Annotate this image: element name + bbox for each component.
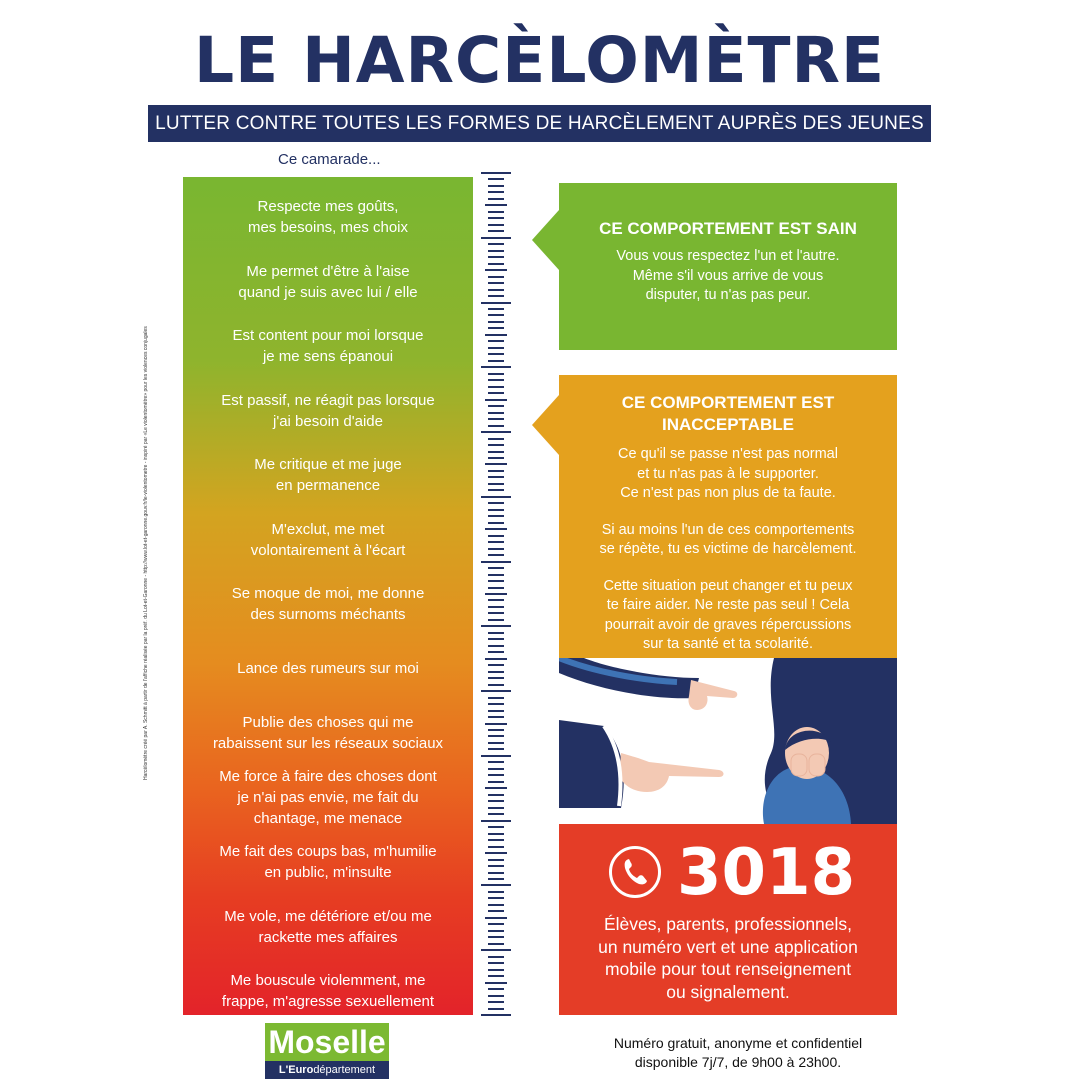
ruler-tick <box>488 470 504 472</box>
behavior-item <box>183 895 473 959</box>
ruler-tick <box>488 677 504 679</box>
ruler-tick <box>488 340 504 342</box>
ruler-tick <box>485 334 507 336</box>
ruler-tick <box>488 735 504 737</box>
behavior-text: Me permet d'être à l'aise quand je suis avec lui / elle <box>238 263 418 301</box>
ruler-tick <box>488 995 504 997</box>
ruler-tick <box>488 878 504 880</box>
ruler-tick <box>488 574 504 576</box>
healthy-text: Vous vous respectez l'un et l'autre. Même s'il vous arrive de vous disputer, tu n'as pas peur. <box>616 248 840 303</box>
intro-label: Ce camarade... <box>278 151 381 168</box>
ruler-tick <box>488 250 504 252</box>
phone-handset-icon <box>612 849 658 895</box>
ruler-tick <box>485 593 507 595</box>
ruler-tick <box>488 347 504 349</box>
ruler-tick <box>488 392 504 394</box>
unacceptable-heading-line2: INACCEPTABLE <box>662 415 794 434</box>
ruler-tick <box>488 839 504 841</box>
credit-text: Harcèlomètre créé par A. Schmitt à partir de l'affiche réalisée par la préf. du Lot-et-Garonne - http://www.lot-et-garonne.gouv.fr/le-violentometre - inspiré par «Le violentomètre» pour les violences conjugales <box>143 326 149 780</box>
page-title: LE HARCÈLOMÈTRE <box>193 24 886 97</box>
ruler-tick <box>488 438 504 440</box>
ruler-tick <box>488 800 504 802</box>
ruler-tick <box>488 522 504 524</box>
ruler-tick <box>488 412 504 414</box>
ruler-tick <box>488 509 504 511</box>
ruler-tick <box>488 457 504 459</box>
behavior-item <box>183 701 473 765</box>
ruler-tick <box>488 405 504 407</box>
behavior-text: Lance des rumeurs sur moi <box>237 659 419 677</box>
ruler-tick <box>488 923 504 925</box>
ruler-tick <box>488 606 504 608</box>
ruler-tick <box>488 178 504 180</box>
harcelometre-gauge <box>183 177 473 1015</box>
ruler-tick <box>488 256 504 258</box>
ruler-tick <box>485 723 507 725</box>
behavior-item <box>183 765 473 829</box>
ruler-tick <box>488 224 504 226</box>
hotline-number[interactable]: 3018 <box>677 836 856 910</box>
crying-hand-right <box>809 754 825 776</box>
healthy-pointer <box>532 210 559 270</box>
moselle-logo <box>265 1023 389 1080</box>
ruler-tick <box>488 716 504 718</box>
ruler-tick <box>488 962 504 964</box>
ruler-tick <box>488 191 504 193</box>
ruler-tick <box>488 846 504 848</box>
behavior-item <box>183 443 473 507</box>
unacceptable-heading-line1: CE COMPORTEMENT EST <box>621 393 835 412</box>
behavior-text: M'exclut, me met volontairement à l'écart <box>250 521 406 559</box>
ruler-tick <box>488 295 504 297</box>
ruler-tick <box>488 910 504 912</box>
unacceptable-box <box>559 375 897 658</box>
ruler-tick <box>488 975 504 977</box>
subtitle-banner: LUTTER CONTRE TOUTES LES FORMES DE HARCÈLEMENT AUPRÈS DES JEUNES <box>148 105 931 142</box>
ruler-tick <box>488 548 504 550</box>
ruler-tick <box>488 476 504 478</box>
crying-hand-left <box>791 754 807 776</box>
ruler-tick <box>488 1001 504 1003</box>
ruler-tick <box>488 651 504 653</box>
ruler-tick <box>488 373 504 375</box>
ruler-tick <box>488 587 504 589</box>
ruler-tick <box>488 748 504 750</box>
ruler-tick <box>488 217 504 219</box>
footer-note: Numéro gratuit, anonyme et confidentiel disponible 7j/7, de 9h00 à 23h00. <box>613 1035 863 1070</box>
unacceptable-para2: Si au moins l'un de ces comportements se répète, tu es victime de harcèlement. <box>599 521 857 557</box>
behavior-text: Me fait des coups bas, m'humilie en public, m'insulte <box>219 843 437 881</box>
ruler-tick <box>481 302 511 304</box>
logo-tagline-bold: L'Euro <box>278 1064 314 1076</box>
behavior-text: Publie des choses qui me rabaissent sur les réseaux sociaux <box>212 714 444 752</box>
ruler-tick <box>488 794 504 796</box>
ruler-tick <box>485 982 507 984</box>
behavior-item <box>183 959 473 1023</box>
ruler-tick <box>488 379 504 381</box>
ruler-tick <box>481 1014 511 1016</box>
behavior-text: Se moque de moi, me donne des surnoms méchants <box>231 585 425 623</box>
behavior-text: Me bouscule violemment, me frappe, m'agresse sexuellement <box>221 972 435 1010</box>
ruler-tick <box>488 684 504 686</box>
behavior-text: Me vole, me détériore et/ou me rackette mes affaires <box>224 908 432 946</box>
behavior-text: Est passif, ne réagit pas lorsque j'ai besoin d'aide <box>221 392 435 430</box>
ruler-tick <box>488 230 504 232</box>
ruler-tick <box>488 425 504 427</box>
ruler-tick <box>488 580 504 582</box>
ruler-tick <box>488 515 504 517</box>
ruler-tick <box>488 781 504 783</box>
poster <box>143 0 931 1080</box>
ruler-tick <box>488 386 504 388</box>
ruler-tick <box>488 263 504 265</box>
illustration-svg <box>559 658 897 824</box>
ruler-tick <box>485 269 507 271</box>
behavior-item <box>183 830 473 894</box>
ruler-tick <box>488 619 504 621</box>
ruler-tick <box>488 969 504 971</box>
ruler-tick <box>488 943 504 945</box>
ruler-tick <box>488 988 504 990</box>
behavior-item <box>183 379 473 443</box>
ruler-tick <box>481 690 511 692</box>
ruler-tick <box>488 276 504 278</box>
ruler-tick <box>488 872 504 874</box>
ruler-tick <box>485 658 507 660</box>
ruler-tick <box>485 528 507 530</box>
behavior-text: Est content pour moi lorsque je me sens épanoui <box>232 327 424 365</box>
ruler-tick <box>481 496 511 498</box>
ruler-tick <box>488 833 504 835</box>
behavior-item <box>183 636 473 700</box>
unacceptable-heading <box>559 392 897 436</box>
ruler-tick <box>488 567 504 569</box>
ruler-tick <box>485 204 507 206</box>
hotline-box <box>559 824 897 1015</box>
ruler-tick <box>488 930 504 932</box>
behavior-text: Me force à faire des choses dont je n'ai pas envie, me fait du chantage, me menace <box>219 767 437 827</box>
ruler-tick <box>488 761 504 763</box>
logo-tagline <box>265 1061 389 1079</box>
ruler-tick <box>481 949 511 951</box>
ruler-tick <box>488 489 504 491</box>
ruler-tick <box>488 729 504 731</box>
ruler-tick <box>488 289 504 291</box>
lower-arm-sleeve <box>559 720 624 808</box>
ruler-tick <box>488 535 504 537</box>
behavior-text: Me critique et me juge en permanence <box>254 456 402 494</box>
behavior-item <box>183 572 473 636</box>
ruler-tick <box>488 632 504 634</box>
ruler-tick <box>488 859 504 861</box>
ruler-tick <box>488 185 504 187</box>
ruler-tick <box>488 710 504 712</box>
ruler-tick <box>488 327 504 329</box>
ruler-tick <box>488 282 504 284</box>
ruler-tick <box>488 774 504 776</box>
ruler-tick <box>481 884 511 886</box>
ruler-tick <box>488 826 504 828</box>
behavior-item <box>183 314 473 378</box>
unacceptable-pointer <box>532 395 559 455</box>
ruler-tick <box>488 638 504 640</box>
ruler-tick <box>488 599 504 601</box>
ruler-tick <box>488 198 504 200</box>
ruler-tick <box>488 768 504 770</box>
unacceptable-para3: Cette situation peut changer et tu peux te faire aider. Ne reste pas seul ! Cela pourrait avoir de graves répercussions sur ta santé et ta scolarité. <box>603 577 853 652</box>
ruler-tick <box>488 502 504 504</box>
ruler-tick <box>488 1008 504 1010</box>
ruler-tick <box>488 671 504 673</box>
ruler-tick <box>488 243 504 245</box>
ruler-tick <box>488 211 504 213</box>
behavior-item <box>183 508 473 572</box>
ruler-scale <box>481 173 511 1015</box>
ruler-tick <box>481 431 511 433</box>
ruler-tick <box>488 444 504 446</box>
ruler-tick <box>488 865 504 867</box>
healthy-heading: CE COMPORTEMENT EST SAIN <box>599 219 857 238</box>
ruler-tick <box>488 321 504 323</box>
ruler-tick <box>488 813 504 815</box>
ruler-tick <box>481 625 511 627</box>
ruler-tick <box>488 904 504 906</box>
logo-tagline-rest: département <box>313 1064 376 1076</box>
ruler-tick <box>488 897 504 899</box>
ruler-tick <box>488 697 504 699</box>
ruler-tick <box>488 353 504 355</box>
ruler-tick <box>488 936 504 938</box>
ruler-tick <box>488 891 504 893</box>
ruler-tick <box>488 807 504 809</box>
ruler-tick <box>488 956 504 958</box>
phone-icon[interactable] <box>609 846 661 898</box>
ruler-tick <box>488 645 504 647</box>
unacceptable-para1: Ce qu'il se passe n'est pas normal et tu n'as pas à le supporter. Ce n'est pas non plus de ta faute. <box>618 446 838 501</box>
hotline-text: Élèves, parents, professionnels, un numéro vert et une application mobile pour tout renseignement ou signalement. <box>598 914 858 1002</box>
ruler-tick <box>488 483 504 485</box>
ruler-tick <box>488 554 504 556</box>
behavior-item <box>183 185 473 249</box>
ruler-tick <box>481 237 511 239</box>
logo-name: Moselle <box>265 1023 389 1061</box>
behavior-item <box>183 250 473 314</box>
ruler-tick <box>481 561 511 563</box>
ruler-tick <box>488 451 504 453</box>
ruler-tick <box>481 172 511 174</box>
ruler-tick <box>488 742 504 744</box>
ruler-tick <box>488 308 504 310</box>
behavior-list <box>183 177 473 1015</box>
ruler-tick <box>485 852 507 854</box>
behavior-text: Respecte mes goûts, mes besoins, mes choix <box>247 198 409 236</box>
ruler-tick <box>488 612 504 614</box>
lower-pointing-hand <box>619 753 724 792</box>
ruler-tick <box>485 463 507 465</box>
ruler-tick <box>481 366 511 368</box>
illustration-pointing-hands <box>559 658 897 824</box>
ruler-tick <box>488 703 504 705</box>
ruler-tick <box>488 664 504 666</box>
ruler-tick <box>485 399 507 401</box>
ruler-tick <box>485 787 507 789</box>
healthy-box <box>559 183 897 350</box>
ruler-tick <box>488 541 504 543</box>
ruler-tick <box>488 360 504 362</box>
ruler-tick <box>485 917 507 919</box>
ruler-tick <box>481 755 511 757</box>
upper-pointing-hand <box>688 680 737 710</box>
ruler-tick <box>488 418 504 420</box>
ruler-tick <box>488 314 504 316</box>
ruler-tick <box>481 820 511 822</box>
